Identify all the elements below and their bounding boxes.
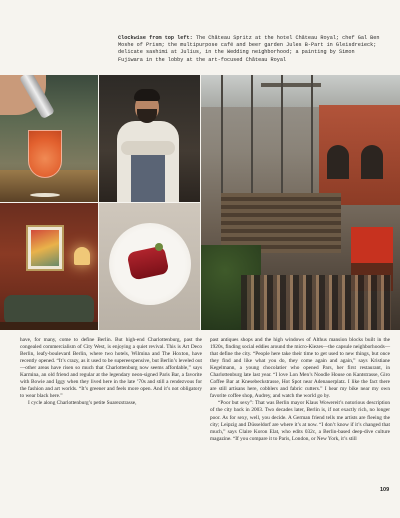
paragraph: have, for many, come to define Berlin. But high-end Charlottenburg, past the congealed commercialism of City West, is enjoying a quiet revival. This is Art Deco Berlin, leafy-boulevard Berlin, where two hotels, Wilmina and The Hoxton, have recently opened. “It’s crazy, as it used to be supereexpensive, but Berlin’s leveled out—other areas have risen so much that Charlottenburg now seems affordable,” says Karmina, an old friend and regular at the legendary neon-signed Paris Bar, a favorite with Bowie and Iggy when they lived here in the late ’70s and still a rendezvous for the fashion and art worlds. “It’s greener and feels more open. And it’s not obligatory to wear black here.”: [20, 337, 202, 400]
article-column-left: [20, 337, 202, 407]
article-column-right: [210, 337, 390, 443]
market-hall-photo: [201, 75, 400, 330]
caption-label: Clockwise from top left:: [118, 35, 193, 41]
photo-caption: [118, 35, 380, 64]
chef-portrait-photo: [99, 75, 200, 202]
paragraph: I cycle along Charlottenburg’s petite Suarezstrasse,: [28, 400, 137, 407]
hotel-lobby-painting-photo: [0, 203, 98, 330]
paragraph: past antiques shops and the high windows of Althus mansion blocks built in the 1920s, finding social eddies around the micro-Kiezes—the capsule neighborhoods—that define the city. “People here take their time to get used to new things, but once they find and like what you do, they come again and again,” says Kristiane Kegelmann, a young chocolatier who opened Pars, her first restaurant, in Charlottenburg late last year. “I love Lon Men’s Noodle House on Kantstrasse, Giro Coffee Bar at Knesebeckstrasse, Hot Spot near Adenauerplatz. I like the fact there are still artisans here, cobblers and fabric cutters.” I hear my bike near my own favorite coffee shop, Audrey, and watch the world go by.: [210, 337, 390, 400]
paragraph: “Poor but sexy”: That was Berlin mayor Klaus Wowereit’s notorious description of the city back in 2003. Two decades later, Berlin is, if not exactly rich, no longer poor. As for sexy, well, you decide. A German friend tells me artists are fleeing the city; Leipzig and Düsseldorf are where it’s at now. “I don’t know if it’s changed that much,” says Claire Koron Elat, who edits 032c, a Berlin-based deep-dive culture magazine. “If you compare it to Paris, London, or New York, it’s still: [210, 400, 390, 442]
cocktail-photo: [0, 75, 98, 202]
sashimi-dish-photo: [99, 203, 200, 330]
caption-text: The Château Spritz at the hotel Château Royal; chef Gal Ben Moshe of Prism; the multipurpose café and beer garden Jules B-Part in Gleisdreieck; delicate sashimi at Julius, in the Wedding neighborhood; a painting by Simon Fujiwara in the lobby at the art-focused Château Royal: [118, 35, 380, 63]
page-number: 109: [380, 487, 390, 493]
